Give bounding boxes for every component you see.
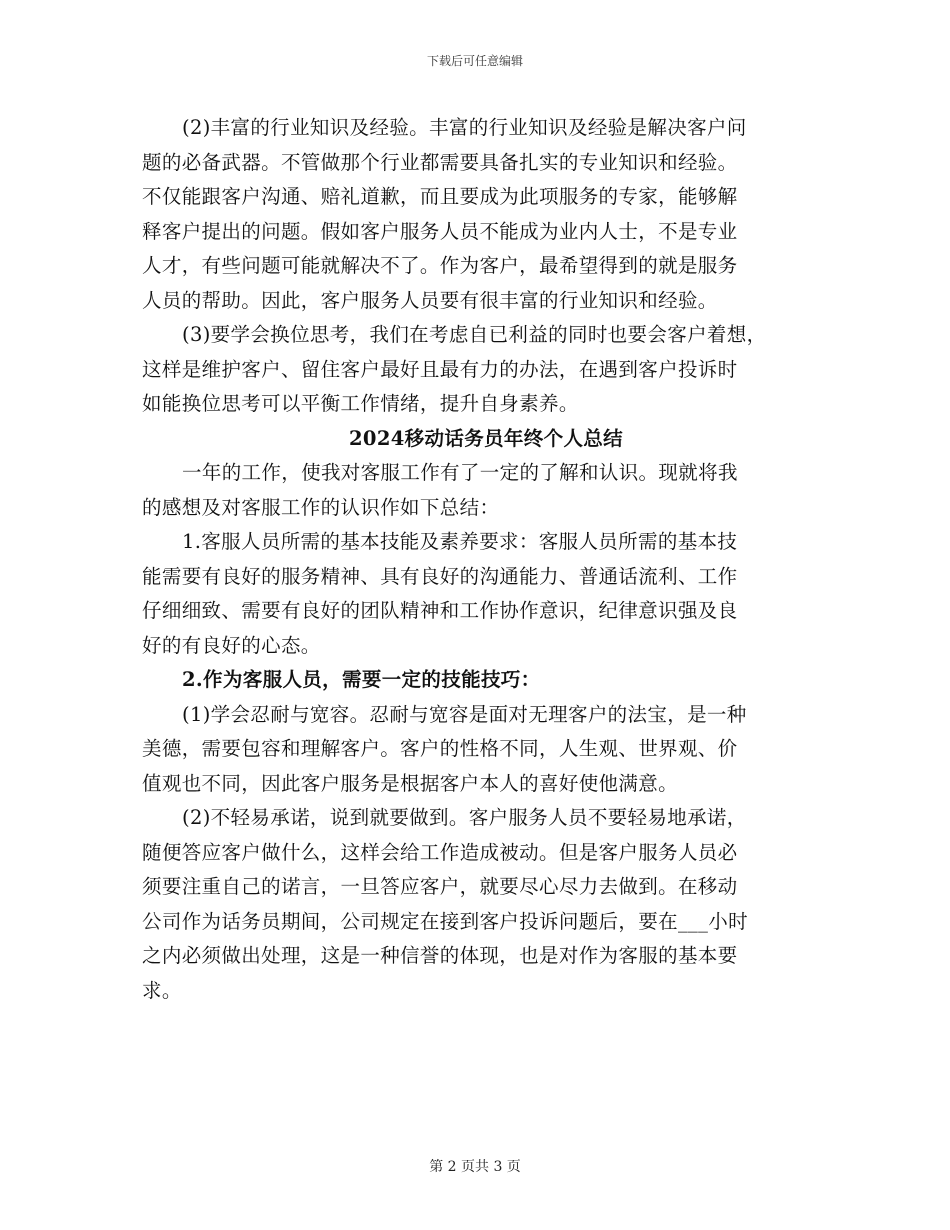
page-header: 下载后可任意编辑 <box>426 54 523 68</box>
paragraph-line: 须要注重自己的诺言，一旦答应客户，就要尽心尽力去做到。在移动 <box>142 875 738 898</box>
bold-subheading: 2.作为客服人员，需要一定的技能技巧： <box>182 668 541 691</box>
paragraph-line: 之内必须做出处理，这是一种信誉的体现，也是对作为客服的基本要 <box>142 944 738 967</box>
paragraph-line: 如能换位思考可以平衡工作情绪，提升自身素养。 <box>142 392 579 415</box>
paragraph-line: 1.客服人员所需的基本技能及素养要求：客服人员所需的基本技 <box>182 530 738 553</box>
paragraph-line: 仔细细致、需要有良好的团队精神和工作协作意识，纪律意识强及良 <box>142 599 738 622</box>
paragraph-line: 人才，有些问题可能就解决不了。作为客户，最希望得到的就是服务 <box>142 254 738 277</box>
paragraph-line: 不仅能跟客户沟通、赔礼道歉，而且要成为此项服务的专家，能够解 <box>142 185 738 208</box>
paragraph-line: 好的有良好的心态。 <box>142 633 321 657</box>
paragraph-line: 这样是维护客户、留住客户最好且最有力的办法，在遇到客户投诉时 <box>142 357 738 381</box>
paragraph-line: 值观也不同，因此客户服务是根据客户本人的喜好使他满意。 <box>142 771 678 795</box>
paragraph-line: 公司作为话务员期间，公司规定在接到客户投诉问题后，要在___小时 <box>142 909 748 933</box>
paragraph-line: (2)丰富的行业知识及经验。丰富的行业知识及经验是解决客户问 <box>182 116 747 139</box>
paragraph-line: (2)不轻易承诺，说到就要做到。客户服务人员不要轻易地承诺， <box>182 806 747 829</box>
paragraph-line: 的感想及对客服工作的认识作如下总结： <box>142 495 500 519</box>
page-footer: 第 2 页共 3 页 <box>429 1159 521 1175</box>
section-title: 2024移动话务员年终个人总结 <box>348 426 624 450</box>
paragraph-line: 一年的工作，使我对客服工作有了一定的了解和认识。现就将我 <box>182 461 738 484</box>
paragraph-line: 求。 <box>142 978 182 1002</box>
paragraph-line: 能需要有良好的服务精神、具有良好的沟通能力、普通话流利、工作 <box>142 564 738 588</box>
paragraph-line: 题的必备武器。不管做那个行业都需要具备扎实的专业知识和经验。 <box>142 150 738 174</box>
paragraph-line: 人员的帮助。因此，客户服务人员要有很丰富的行业知识和经验。 <box>142 288 718 312</box>
document-body <box>142 111 812 1008</box>
paragraph-line: 美德，需要包容和理解客户。客户的性格不同，人生观、世界观、价 <box>142 737 738 760</box>
paragraph-line: (3)要学会换位思考，我们在考虑自已利益的同时也要会客户着想， <box>182 323 767 346</box>
paragraph-line: 随便答应客户做什么，这样会给工作造成被动。但是客户服务人员必 <box>142 840 738 864</box>
paragraph-line: (1)学会忍耐与宽容。忍耐与宽容是面对无理客户的法宝，是一种 <box>182 702 747 726</box>
paragraph-line: 释客户提出的问题。假如客户服务人员不能成为业内人士，不是专业 <box>142 219 738 243</box>
